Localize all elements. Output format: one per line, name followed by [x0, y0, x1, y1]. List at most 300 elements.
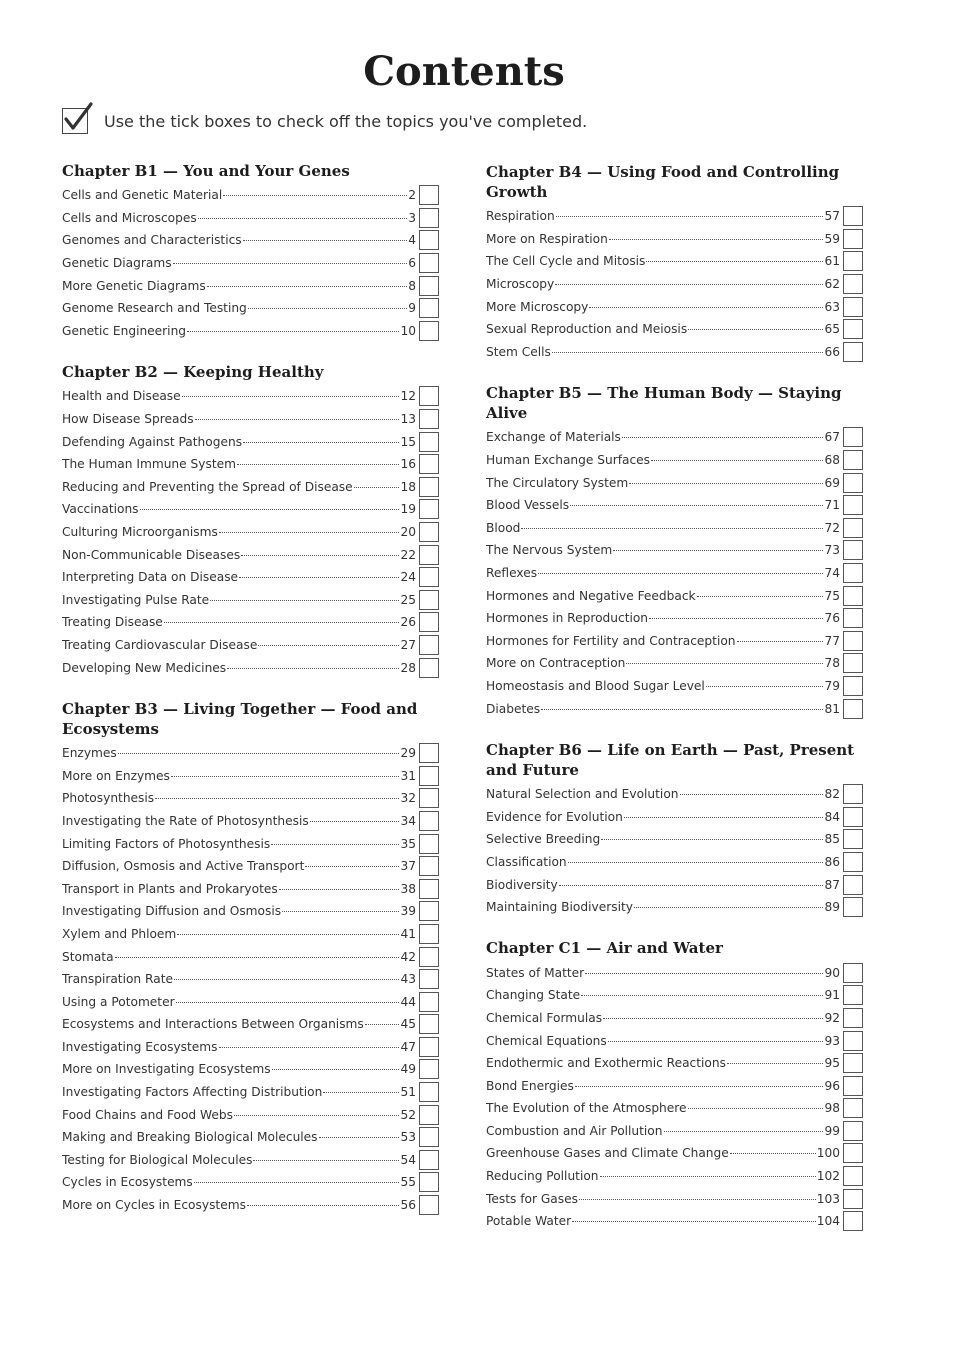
topic-list	[62, 742, 482, 1216]
page-number: 37	[400, 859, 416, 874]
dot-leader	[680, 794, 824, 795]
topic-label: Using a Potometer	[62, 994, 175, 1009]
page-number: 79	[824, 678, 840, 693]
topic-checkbox[interactable]	[843, 1098, 863, 1118]
topic-line	[486, 702, 840, 716]
topic-line	[62, 389, 416, 403]
topic-checkbox[interactable]	[843, 342, 863, 362]
list-item	[486, 1120, 906, 1143]
topic-checkbox[interactable]	[843, 1121, 863, 1141]
topic-checkbox[interactable]	[843, 1189, 863, 1209]
topic-checkbox[interactable]	[843, 206, 863, 226]
topic-checkbox[interactable]	[419, 1037, 439, 1057]
page-number: 73	[824, 543, 840, 558]
list-item	[62, 634, 482, 657]
page-title: Contents	[363, 48, 565, 95]
topic-label: Reducing Pollution	[486, 1169, 599, 1184]
topic-label: Investigating Factors Affecting Distribution	[62, 1085, 323, 1100]
page-number: 102	[816, 1169, 840, 1184]
dot-leader	[310, 821, 400, 822]
list-item	[62, 1036, 482, 1059]
chapter-title: Chapter B1 — You and Your Genes	[62, 162, 350, 180]
topic-line	[486, 254, 840, 268]
topic-label: Genomes and Characteristics	[62, 233, 242, 248]
topic-checkbox[interactable]	[419, 208, 439, 228]
topic-checkbox[interactable]	[419, 635, 439, 655]
dot-leader	[541, 709, 823, 710]
page-number: 25	[400, 592, 416, 607]
dot-leader	[115, 957, 400, 958]
list-item	[62, 742, 482, 765]
topic-checkbox[interactable]	[843, 518, 863, 538]
topic-line	[62, 502, 416, 516]
page-number: 18	[400, 479, 416, 494]
topic-checkbox[interactable]	[419, 454, 439, 474]
page-number: 24	[400, 570, 416, 585]
list-item	[486, 630, 906, 653]
page-number: 61	[824, 254, 840, 269]
dot-leader	[575, 1086, 824, 1087]
list-item	[486, 1029, 906, 1052]
page-number: 29	[400, 746, 416, 761]
topic-label: Diabetes	[486, 701, 541, 716]
list-item	[62, 207, 482, 230]
page-number: 76	[824, 611, 840, 626]
chapter-title: Chapter B6 — Life on Earth — Past, Present and Future	[486, 740, 855, 779]
topic-checkbox[interactable]	[843, 1166, 863, 1186]
topic-checkbox[interactable]	[843, 450, 863, 470]
topic-checkbox[interactable]	[419, 499, 439, 519]
topic-checkbox[interactable]	[843, 875, 863, 895]
list-item	[62, 476, 482, 499]
topic-checkbox[interactable]	[419, 992, 439, 1012]
page-number: 49	[400, 1062, 416, 1077]
page-number: 78	[824, 656, 840, 671]
topic-checkbox[interactable]	[843, 676, 863, 696]
topic-line	[62, 615, 416, 629]
list-item	[62, 1103, 482, 1126]
topic-label: Combustion and Air Pollution	[486, 1123, 663, 1138]
topic-label: Developing New Medicines	[62, 660, 227, 675]
list-item	[486, 984, 906, 1007]
dot-leader	[155, 798, 399, 799]
list-item	[62, 498, 482, 521]
dot-leader	[651, 460, 823, 461]
list-item	[486, 318, 906, 341]
dot-leader	[182, 396, 400, 397]
dot-leader	[234, 1115, 400, 1116]
chapter-section	[486, 383, 906, 720]
chapter-section	[62, 362, 482, 679]
topic-label: Human Exchange Surfaces	[486, 453, 651, 468]
topic-checkbox[interactable]	[419, 658, 439, 678]
topic-label: More on Cycles in Ecosystems	[62, 1198, 246, 1213]
dot-leader	[622, 437, 824, 438]
dot-leader	[272, 1069, 400, 1070]
page-number: 4	[408, 233, 416, 248]
dot-leader	[248, 308, 407, 309]
topic-checkbox[interactable]	[419, 590, 439, 610]
topic-checkbox[interactable]	[419, 386, 439, 406]
topic-label: Vaccinations	[62, 502, 139, 517]
dot-leader	[552, 352, 824, 353]
instruction-row	[62, 106, 587, 136]
list-item	[62, 1149, 482, 1172]
topic-checkbox[interactable]	[843, 631, 863, 651]
page-number: 12	[400, 389, 416, 404]
topic-checkbox[interactable]	[843, 473, 863, 493]
topic-checkbox[interactable]	[843, 274, 863, 294]
list-item	[62, 968, 482, 991]
dot-leader	[737, 641, 824, 642]
checkmark-icon	[62, 108, 88, 134]
list-item	[486, 494, 906, 517]
topic-checkbox[interactable]	[843, 319, 863, 339]
page-number: 13	[400, 412, 416, 427]
dot-leader	[227, 668, 399, 669]
topic-line	[486, 611, 840, 625]
dot-leader	[609, 239, 824, 240]
topic-line	[486, 810, 840, 824]
topic-checkbox[interactable]	[419, 230, 439, 250]
topic-label: More on Enzymes	[62, 768, 170, 783]
chapter-section	[486, 938, 906, 1232]
topic-checkbox[interactable]	[419, 1172, 439, 1192]
list-item	[486, 873, 906, 896]
topic-line	[486, 1079, 840, 1093]
topic-list	[486, 783, 906, 919]
list-item	[62, 1194, 482, 1217]
list-item	[62, 764, 482, 787]
page-number: 39	[400, 904, 416, 919]
dot-leader	[521, 528, 823, 529]
topic-line	[486, 634, 840, 648]
page-number: 41	[400, 926, 416, 941]
topic-checkbox[interactable]	[419, 612, 439, 632]
topic-label: More on Investigating Ecosystems	[62, 1062, 271, 1077]
topic-line	[62, 188, 416, 202]
topic-line	[486, 1124, 840, 1138]
dot-leader	[354, 487, 400, 488]
topic-checkbox[interactable]	[843, 1211, 863, 1231]
topic-label: Blood	[486, 520, 521, 535]
topic-checkbox[interactable]	[419, 788, 439, 808]
topic-line	[62, 927, 416, 941]
topic-label: Respiration	[486, 209, 555, 224]
dot-leader	[219, 1047, 400, 1048]
page-number: 103	[816, 1191, 840, 1206]
list-item	[62, 787, 482, 810]
list-item	[486, 295, 906, 318]
topic-checkbox[interactable]	[419, 522, 439, 542]
topic-label: Homeostasis and Blood Sugar Level	[486, 678, 705, 693]
topic-label: Testing for Biological Molecules	[62, 1152, 253, 1167]
topic-label: More Genetic Diagrams	[62, 278, 206, 293]
dot-leader	[164, 622, 400, 623]
topic-label: Microscopy	[486, 277, 555, 292]
topic-checkbox[interactable]	[843, 829, 863, 849]
topic-line	[486, 900, 840, 914]
topic-list	[62, 184, 482, 342]
list-item	[62, 430, 482, 453]
topic-checkbox[interactable]	[843, 1008, 863, 1028]
topic-line	[486, 966, 840, 980]
page-number: 47	[400, 1039, 416, 1054]
topic-checkbox[interactable]	[419, 856, 439, 876]
topic-checkbox[interactable]	[843, 807, 863, 827]
topic-label: Selective Breeding	[486, 832, 601, 847]
topic-checkbox[interactable]	[419, 901, 439, 921]
topic-list	[62, 385, 482, 679]
topic-checkbox[interactable]	[843, 985, 863, 1005]
dot-leader	[649, 618, 823, 619]
topic-checkbox[interactable]	[419, 545, 439, 565]
topic-line	[486, 1034, 840, 1048]
topic-label: Stomata	[62, 949, 114, 964]
topic-label: Food Chains and Food Webs	[62, 1107, 233, 1122]
topic-checkbox[interactable]	[843, 653, 863, 673]
topic-checkbox[interactable]	[419, 947, 439, 967]
topic-line	[62, 814, 416, 828]
topic-checkbox[interactable]	[419, 253, 439, 273]
dot-leader	[171, 776, 400, 777]
topic-label: Blood Vessels	[486, 498, 570, 513]
list-item	[62, 810, 482, 833]
topic-checkbox[interactable]	[419, 477, 439, 497]
topic-checkbox[interactable]	[419, 567, 439, 587]
topic-checkbox[interactable]	[419, 321, 439, 341]
topic-line	[486, 345, 840, 359]
topic-checkbox[interactable]	[419, 276, 439, 296]
topic-label: The Nervous System	[486, 543, 613, 558]
list-item	[62, 877, 482, 900]
dot-leader	[688, 329, 823, 330]
page-number: 67	[824, 430, 840, 445]
dot-leader	[323, 1092, 399, 1093]
topic-list	[486, 205, 906, 363]
topic-line	[62, 1130, 416, 1144]
list-item	[486, 1052, 906, 1075]
page-number: 44	[400, 994, 416, 1009]
topic-checkbox[interactable]	[843, 229, 863, 249]
page-number: 16	[400, 457, 416, 472]
topic-checkbox[interactable]	[419, 1195, 439, 1215]
topic-checkbox[interactable]	[843, 427, 863, 447]
topic-label: Health and Disease	[62, 389, 181, 404]
topic-checkbox[interactable]	[419, 924, 439, 944]
topic-label: Cells and Genetic Material	[62, 188, 223, 203]
list-item	[62, 1171, 482, 1194]
page-number: 26	[400, 615, 416, 630]
right-column	[486, 162, 906, 1253]
page-number: 72	[824, 520, 840, 535]
topic-checkbox[interactable]	[843, 852, 863, 872]
topic-label: Investigating Ecosystems	[62, 1039, 218, 1054]
dot-leader	[282, 911, 399, 912]
topic-checkbox[interactable]	[419, 1082, 439, 1102]
topic-list	[486, 961, 906, 1232]
dot-leader	[624, 817, 824, 818]
topic-line	[486, 1056, 840, 1070]
topic-checkbox[interactable]	[843, 608, 863, 628]
list-item	[62, 453, 482, 476]
page-number: 74	[824, 566, 840, 581]
topic-checkbox[interactable]	[419, 1105, 439, 1125]
dot-leader	[730, 1153, 816, 1154]
topic-line	[486, 1214, 840, 1228]
topic-line	[62, 661, 416, 675]
topic-checkbox[interactable]	[419, 1127, 439, 1147]
topic-checkbox[interactable]	[419, 432, 439, 452]
topic-line	[62, 233, 416, 247]
topic-line	[62, 1085, 416, 1099]
topic-line	[62, 1017, 416, 1031]
topic-checkbox[interactable]	[419, 879, 439, 899]
topic-label: States of Matter	[486, 965, 585, 980]
topic-checkbox[interactable]	[843, 963, 863, 983]
topic-checkbox[interactable]	[843, 1031, 863, 1051]
list-item	[486, 273, 906, 296]
topic-checkbox[interactable]	[419, 743, 439, 763]
topic-label: Bond Energies	[486, 1078, 574, 1093]
list-item	[62, 274, 482, 297]
page-number: 56	[400, 1198, 416, 1213]
page-number: 66	[824, 344, 840, 359]
list-item	[486, 471, 906, 494]
topic-checkbox[interactable]	[419, 1059, 439, 1079]
topic-checkbox[interactable]	[843, 495, 863, 515]
dot-leader	[176, 1002, 400, 1003]
list-item	[62, 566, 482, 589]
page-number: 100	[816, 1146, 840, 1161]
chapter-section	[486, 162, 906, 363]
topic-checkbox[interactable]	[419, 969, 439, 989]
instruction-text: Use the tick boxes to check off the topics you've completed.	[104, 111, 588, 131]
list-item	[486, 961, 906, 984]
dot-leader	[688, 1108, 824, 1109]
topic-checkbox[interactable]	[843, 897, 863, 917]
dot-leader	[646, 261, 823, 262]
topic-checkbox[interactable]	[843, 699, 863, 719]
topic-label: Genetic Diagrams	[62, 256, 172, 271]
topic-checkbox[interactable]	[419, 409, 439, 429]
topic-checkbox[interactable]	[419, 811, 439, 831]
dot-leader	[664, 1131, 824, 1132]
topic-line	[486, 453, 840, 467]
list-item	[486, 228, 906, 251]
topic-checkbox[interactable]	[419, 185, 439, 205]
topic-label: Treating Disease	[62, 615, 163, 630]
topic-checkbox[interactable]	[843, 297, 863, 317]
dot-leader	[198, 218, 408, 219]
topic-label: Evidence for Evolution	[486, 809, 623, 824]
topic-checkbox[interactable]	[843, 586, 863, 606]
topic-checkbox[interactable]	[419, 1150, 439, 1170]
topic-label: Greenhouse Gases and Climate Change	[486, 1146, 729, 1161]
topic-label: More Microscopy	[486, 299, 589, 314]
topic-line	[486, 566, 840, 580]
page-number: 96	[824, 1078, 840, 1093]
topic-label: Defending Against Pathogens	[62, 434, 243, 449]
page-number: 6	[408, 256, 416, 271]
page-number: 75	[824, 588, 840, 603]
list-item	[62, 1081, 482, 1104]
topic-checkbox[interactable]	[843, 563, 863, 583]
page-number: 62	[824, 277, 840, 292]
page-number: 98	[824, 1101, 840, 1116]
topic-checkbox[interactable]	[843, 1076, 863, 1096]
page-number: 31	[400, 768, 416, 783]
topic-label: Enzymes	[62, 746, 117, 761]
topic-line	[62, 593, 416, 607]
topic-checkbox[interactable]	[419, 298, 439, 318]
page-number: 86	[824, 854, 840, 869]
page-number: 28	[400, 660, 416, 675]
topic-line	[62, 950, 416, 964]
list-item	[62, 1013, 482, 1036]
topic-label: Reducing and Preventing the Spread of Disease	[62, 479, 353, 494]
page-number: 3	[408, 210, 416, 225]
topic-checkbox[interactable]	[419, 766, 439, 786]
list-item	[486, 652, 906, 675]
list-item	[486, 697, 906, 720]
page-number: 93	[824, 1033, 840, 1048]
list-item	[486, 675, 906, 698]
dot-leader	[195, 419, 400, 420]
topic-line	[486, 543, 840, 557]
page-number: 15	[400, 434, 416, 449]
list-item	[486, 1074, 906, 1097]
chapter-title: Chapter B4 — Using Food and Controlling Growth	[486, 163, 840, 201]
dot-leader	[706, 686, 824, 687]
topic-label: Tests for Gases	[486, 1191, 578, 1206]
list-item	[486, 1187, 906, 1210]
topic-line	[486, 988, 840, 1002]
page-number: 45	[400, 1017, 416, 1032]
topic-label: More on Respiration	[486, 231, 608, 246]
topic-line	[486, 1011, 840, 1025]
page-number: 2	[408, 188, 416, 203]
topic-checkbox[interactable]	[843, 784, 863, 804]
topic-line	[62, 525, 416, 539]
dot-leader	[118, 753, 400, 754]
topic-line	[486, 232, 840, 246]
page-number: 99	[824, 1123, 840, 1138]
topic-label: The Evolution of the Atmosphere	[486, 1101, 687, 1116]
topic-line	[62, 457, 416, 471]
topic-checkbox[interactable]	[419, 1014, 439, 1034]
topic-checkbox[interactable]	[843, 1053, 863, 1073]
topic-label: Photosynthesis	[62, 791, 155, 806]
topic-checkbox[interactable]	[419, 834, 439, 854]
page-number: 35	[400, 836, 416, 851]
page-number: 84	[824, 809, 840, 824]
topic-label: Cells and Microscopes	[62, 210, 197, 225]
page-number: 57	[824, 209, 840, 224]
topic-checkbox[interactable]	[843, 1143, 863, 1163]
topic-line	[62, 995, 416, 1009]
dot-leader	[634, 907, 824, 908]
dot-leader	[570, 505, 823, 506]
topic-line	[62, 1040, 416, 1054]
topic-checkbox[interactable]	[843, 540, 863, 560]
topic-checkbox[interactable]	[843, 251, 863, 271]
dot-leader	[219, 532, 400, 533]
topic-line	[486, 1169, 840, 1183]
list-item	[62, 589, 482, 612]
dot-leader	[579, 1199, 816, 1200]
dot-leader	[538, 573, 823, 574]
